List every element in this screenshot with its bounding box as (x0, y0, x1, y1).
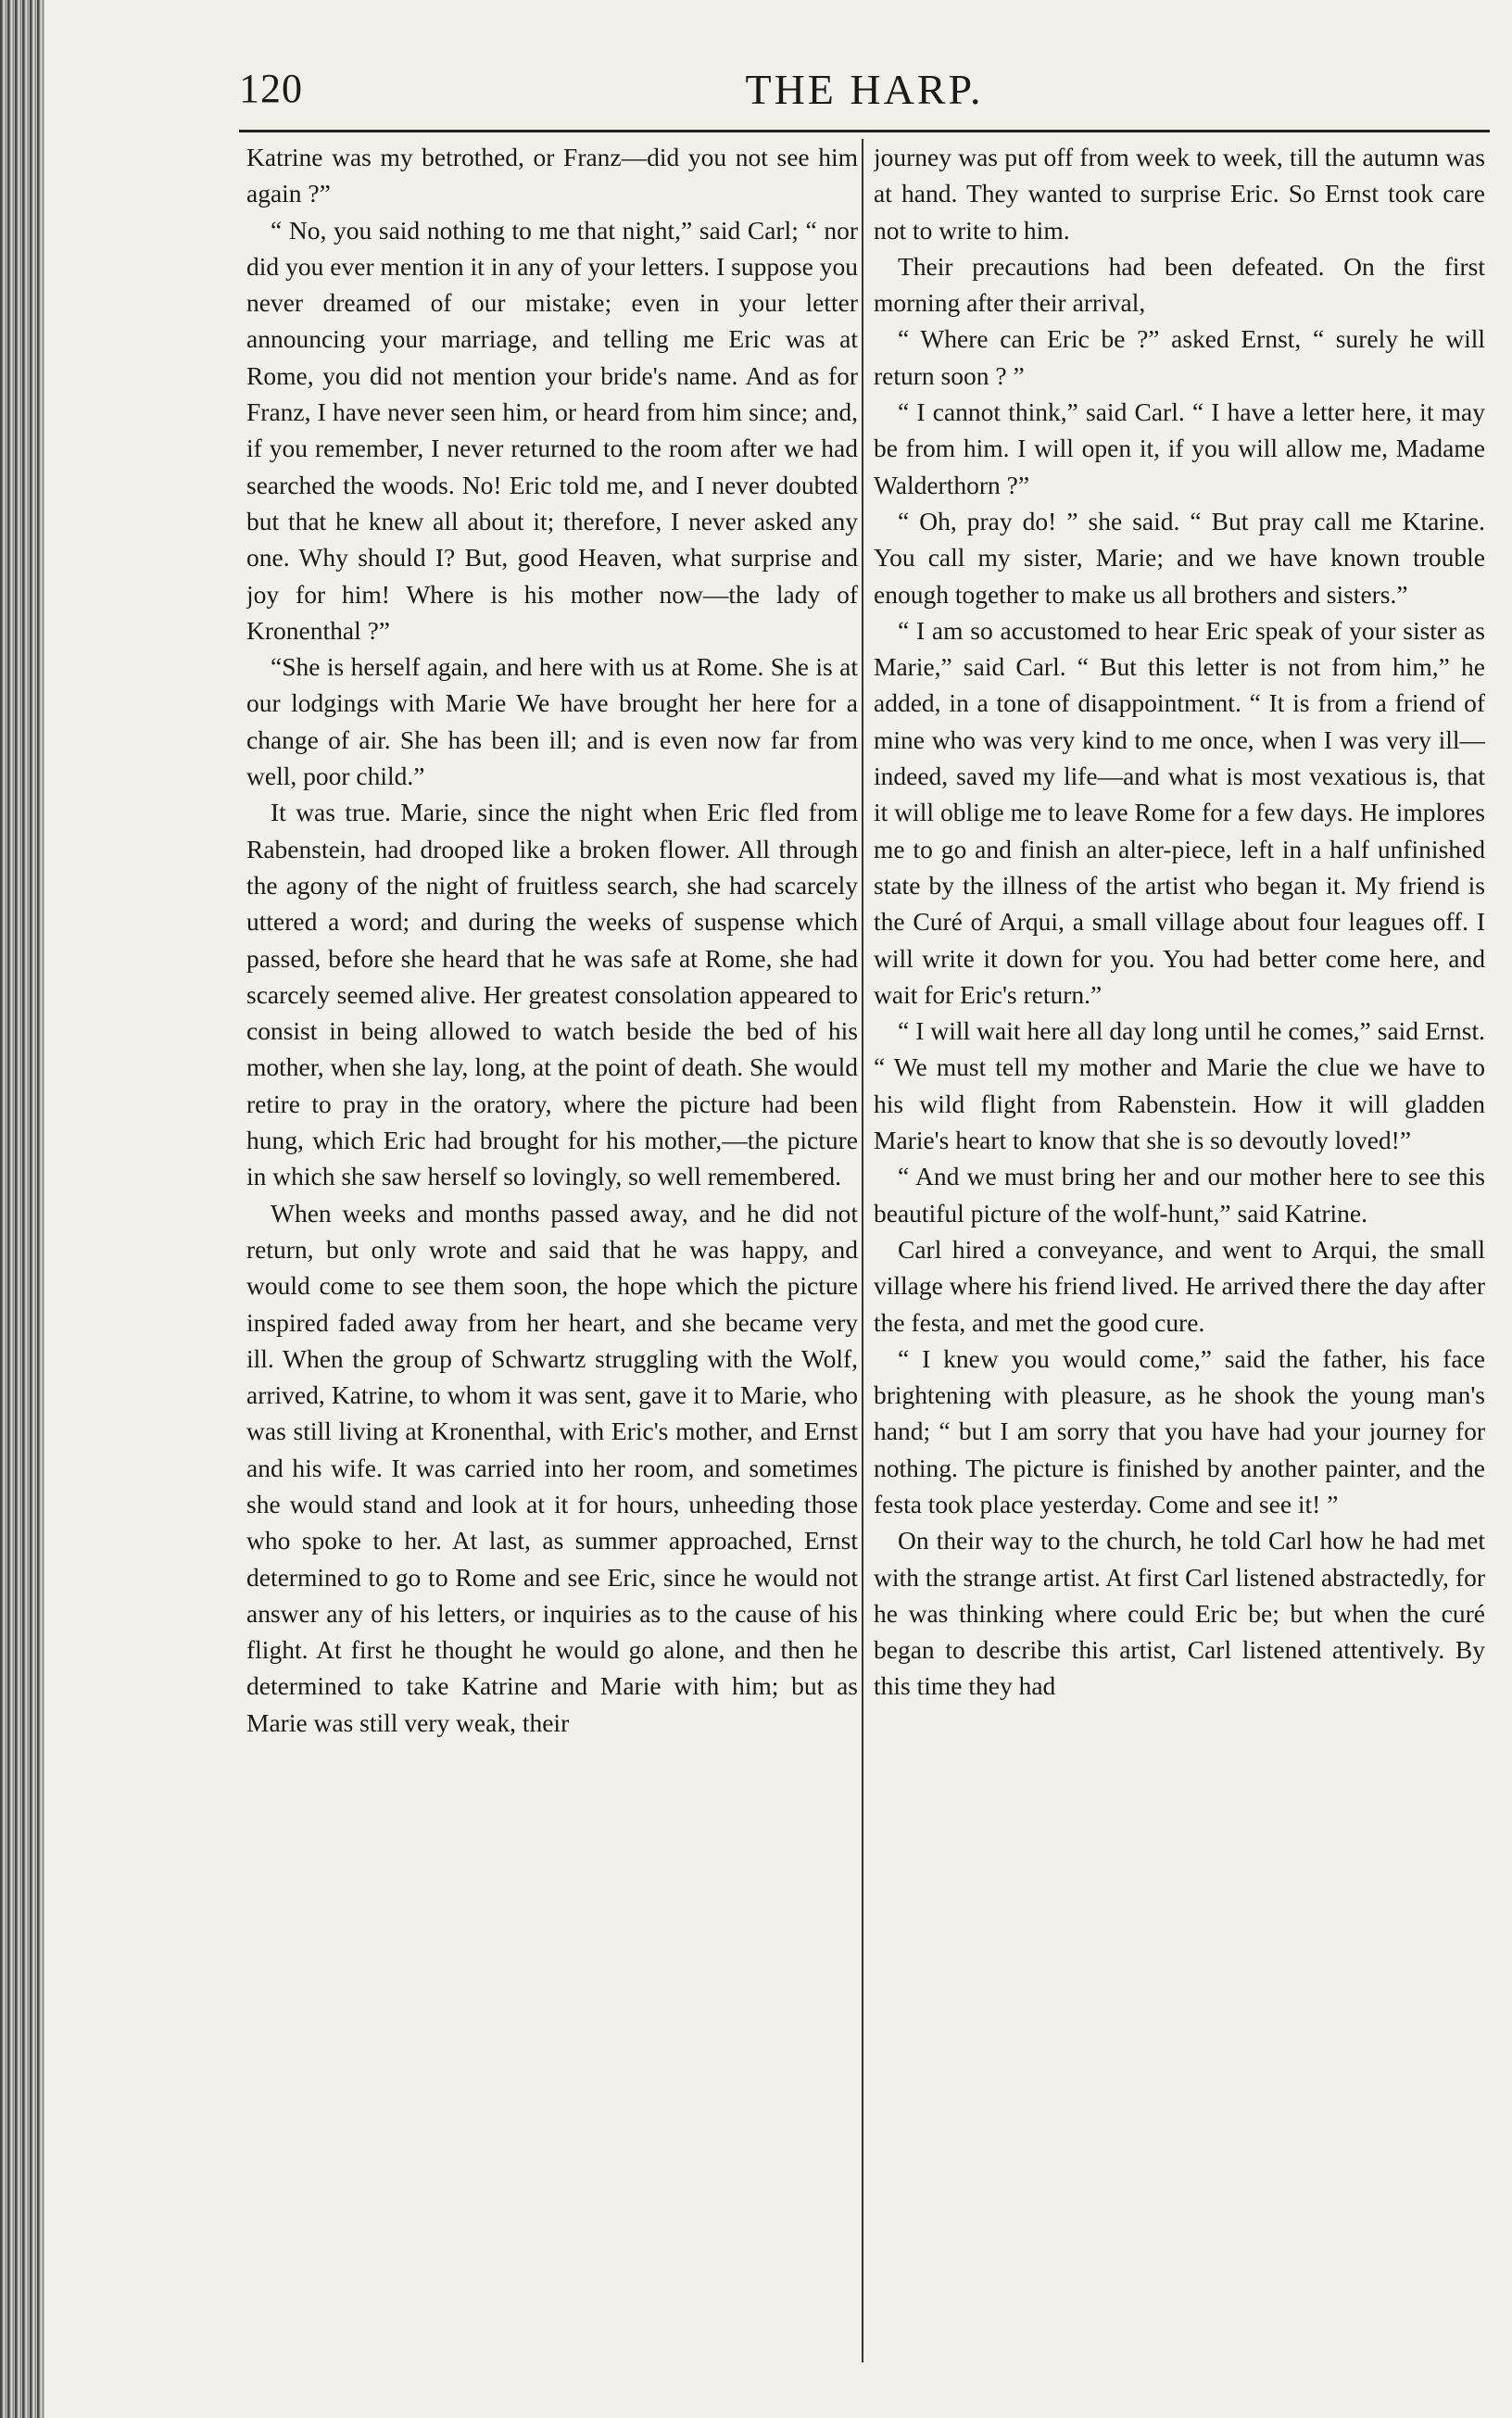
page-header (239, 57, 1490, 122)
paragraph: “ I cannot think,” said Carl. “ I have a letter here, it may be from him. I will open it, if you will allow me, Madame Walderthorn ?” (874, 397, 1485, 499)
running-title: THE HARP. (745, 66, 984, 113)
paragraph: “ I will wait here all day long until he comes,” said Ernst. “ We must tell my mother and Marie the clue we have to his wild flight from Rabenstein. How it will gladden Marie's heart to know that she is so devoutly loved!” (874, 1016, 1485, 1155)
binding-edge (0, 0, 44, 2418)
paragraph: Katrine was my betrothed, or Franz—did you not see him again ?” (246, 143, 858, 208)
paragraph: On their way to the church, he told Carl how he had met with the strange artist. At first Carl listened abstractedly, for he was thinking where could Eric be; but when the curé began to describe this artist, Carl listened attentively. By this time they had (874, 1526, 1485, 1701)
paragraph: “ Where can Eric be ?” asked Ernst, “ surely he will return soon ? ” (874, 324, 1485, 390)
paragraph: journey was put off from week to week, till the autumn was at hand. They wanted to surprise Eric. So Ernst took care not to write to him. (874, 143, 1485, 245)
paragraph: “She is herself again, and here with us at Rome. She is at our lodgings with Marie We have brought her here for a change of air. She has been ill; and is even now far from well, poor child.” (246, 652, 858, 791)
paragraph: “ Oh, pray do! ” she said. “ But pray call me Ktarine. You call my sister, Marie; and we have known trouble enough together to make us all brothers and sisters.” (874, 506, 1485, 609)
column-divider (862, 139, 863, 2362)
header-rule (239, 130, 1490, 132)
paragraph: “ I knew you would come,” said the father, his face brightening with pleasure, as he shook the young man's hand; “ but I am sorry that you have had your journey for nothing. The picture is finished by another painter, and the festa took place yesterday. Come and see it! ” (874, 1343, 1485, 1518)
paragraph: Their precautions had been defeated. On the first morning after their arrival, (874, 251, 1485, 318)
paragraph: “ And we must bring her and our mother here to see this beautiful picture of the wolf-hunt,” said Katrine. (874, 1162, 1485, 1228)
left-column (246, 139, 858, 2362)
page-number: 120 (239, 66, 303, 111)
paragraph: When weeks and months passed away, and he did not return, but only wrote and said that he was happy, and would come to see them soon, the hope which the picture inspired faded away from her heart, and she became very ill. When the group of Schwartz struggling with the Wolf, arrived, Katrine, to whom it was sent, gave it to Marie, who was still living at Kronenthal, with Eric's mother, and Ernst and his wife. It was carried into her room, and sometimes she would stand and look at it for hours, unheeding those who spoke to her. At last, as summer approached, Ernst determined to go to Rome and see Eric, since he would not answer any of his letters, or inquiries as to the cause of his flight. At first he thought he would go alone, and then he determined to take Katrine and Marie with him; but as Marie was still very weak, their (246, 1198, 858, 1737)
paragraph: It was true. Marie, since the night when Eric fled from Rabenstein, had drooped like a broken flower. All through the agony of the night of fruitless search, she had scarcely uttered a word; and during the weeks of suspense which passed, before she heard that he was safe at Rome, she had scarcely seemed alive. Her greatest consolation appeared to consist in being allowed to watch beside the bed of his mother, when she lay, long, at the point of death. She would retire to pray in the oratory, where the picture had been hung, which Eric had brought for his mother,—the picture in which she saw herself so lovingly, so well remembered. (246, 798, 858, 1191)
paragraph: “ I am so accustomed to hear Eric speak of your sister as Marie,” said Carl. “ But this letter is not from him,” he added, in a tone of disappointment. “ It is from a friend of mine who was very kind to me once, when I was very ill—indeed, saved my life—and what is most vexatious is, that it will oblige me to leave Rome for a few days. He implores me to go and finish an alter-piece, left in a half unfinished state by the illness of the artist who began it. My friend is the Curé of Arqui, a small village about four leagues off. I will write it down for you. You had better come here, and wait for Eric's return.” (874, 615, 1485, 1009)
paragraph: Carl hired a conveyance, and went to Arqui, the small village where his friend lived. He arrived there the day after the festa, and met the good cure. (874, 1234, 1485, 1337)
paragraph: “ No, you said nothing to me that night,” said Carl; “ nor did you ever mention it in any of your letters. I suppose you never dreamed of our mistake; even in your letter announcing your marriage, and telling me Eric was at Rome, you did not mention your bride's name. And as for Franz, I have never seen him, or heard from him since; and, if you remember, I never returned to the room after we had searched the woods. No! Eric told me, and I never doubted but that he knew all about it; therefore, I never asked any one. Why should I? But, good Heaven, what surprise and joy for him! Where is his mother now—the lady of Kronenthal ?” (246, 215, 858, 645)
right-column (874, 139, 1485, 2362)
